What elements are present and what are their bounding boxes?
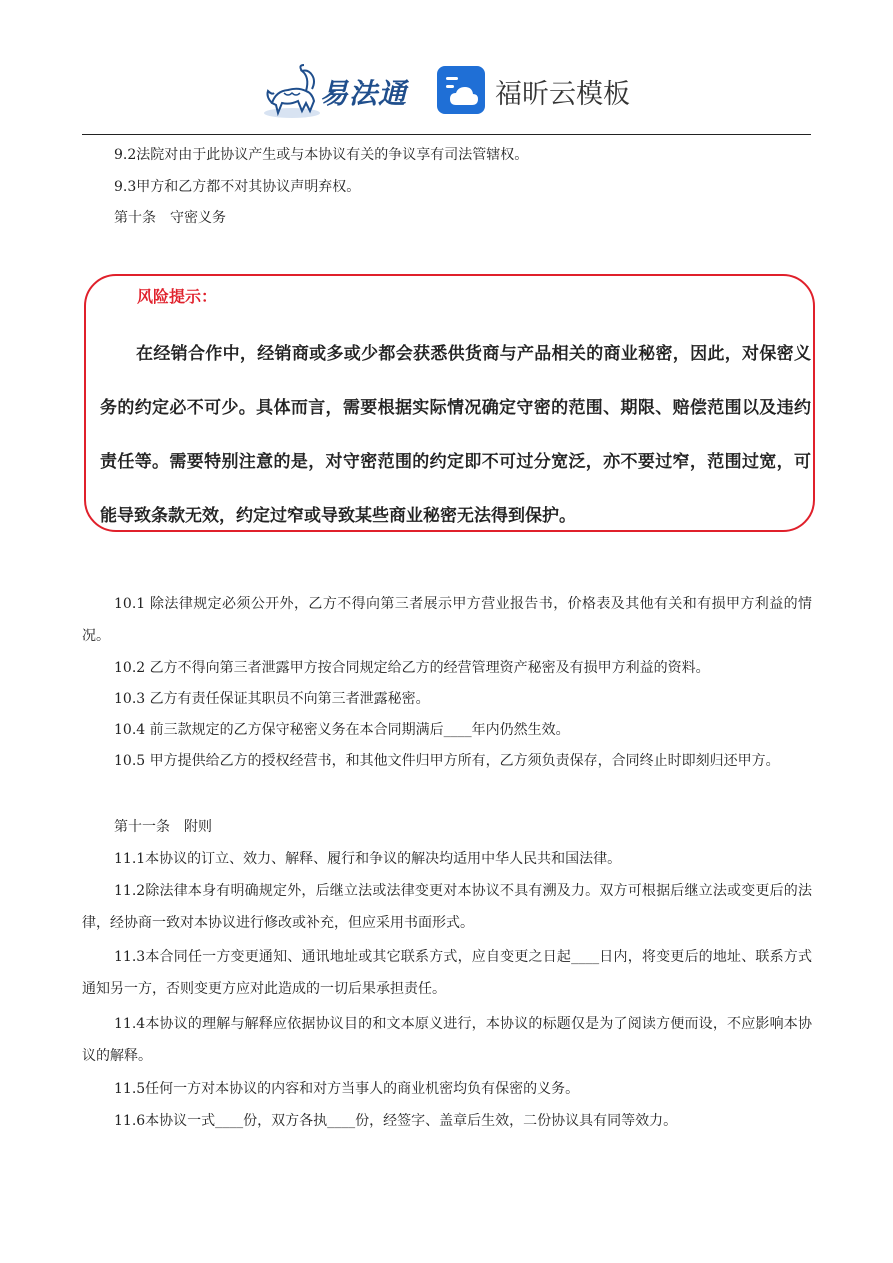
clause-11-1: 11.1本协议的订立、效力、解释、履行和争议的解决均适用中华人民共和国法律。	[114, 851, 622, 867]
yifatong-logo-text: 易法通	[320, 77, 408, 110]
clause-11-4: 11.4本协议的理解与解释应依据协议目的和文本原义进行，本协议的标题仅是为了阅读方便而设，不应影响本协议的解释。	[82, 1016, 812, 1064]
clause-9-3: 9.3甲方和乙方都不对其协议声明弃权。	[114, 179, 361, 195]
clause-10-3: 10.3 乙方有责任保证其职员不向第三者泄露秘密。	[114, 691, 430, 707]
clause-10-1: 10.1 除法律规定必须公开外，乙方不得向第三者展示甲方营业报告书，价格表及其他有关和有损甲方利益的情况。	[82, 596, 812, 644]
clause-10-4: 10.4 前三款规定的乙方保守秘密义务在本合同期满后____年内仍然生效。	[114, 722, 570, 738]
risk-notice-title: 风险提示：	[137, 287, 218, 306]
clause-11-2: 11.2除法律本身有明确规定外，后继立法或法律变更对本协议不具有溯及力。双方可根据后继立法或变更后的法律，经协商一致对本协议进行修改或补充，但应采用书面形式。	[82, 883, 812, 931]
page-header	[0, 55, 893, 125]
clause-11-3: 11.3本合同任一方变更通知、通讯地址或其它联系方式，应自变更之日起____日内，将变更后的地址、联系方式通知另一方，否则变更方应对此造成的一切后果承担责任。	[82, 949, 812, 997]
fuxin-cloud-logo-icon	[436, 65, 486, 115]
qilin-logo-icon	[262, 63, 322, 121]
fuxin-logo-text: 福昕云模板	[495, 79, 630, 110]
header-divider	[82, 134, 811, 135]
clause-9-2: 9.2法院对由于此协议产生或与本协议有关的争议享有司法管辖权。	[114, 147, 529, 163]
risk-notice-body: 在经销合作中，经销商或多或少都会获悉供货商与产品相关的商业秘密，因此，对保密义务的约定必不可少。具体而言，需要根据实际情况确定守密的范围、期限、赔偿范围以及违约责任等。需要特别注意的是，对守密范围的约定即不可过分宽泛，亦不要过窄，范围过宽，可能导致条款无效，约定过窄或导致某些商业秘密无法得到保护。	[100, 344, 811, 526]
clause-11-6: 11.6本协议一式____份，双方各执____份，经签字、盖章后生效，二份协议具有同等效力。	[114, 1113, 678, 1129]
clause-10-2: 10.2 乙方不得向第三者泄露甲方按合同规定给乙方的经营管理资产秘密及有损甲方利益的资料。	[114, 660, 710, 676]
clause-11-5: 11.5任何一方对本协议的内容和对方当事人的商业机密均负有保密的义务。	[114, 1081, 580, 1097]
clause-10-5: 10.5 甲方提供给乙方的授权经营书，和其他文件归甲方所有，乙方须负责保存，合同终止时即刻归还甲方。	[114, 753, 780, 769]
article-11-heading: 第十一条 附则	[114, 819, 212, 835]
article-10-heading: 第十条 守密义务	[114, 210, 226, 226]
